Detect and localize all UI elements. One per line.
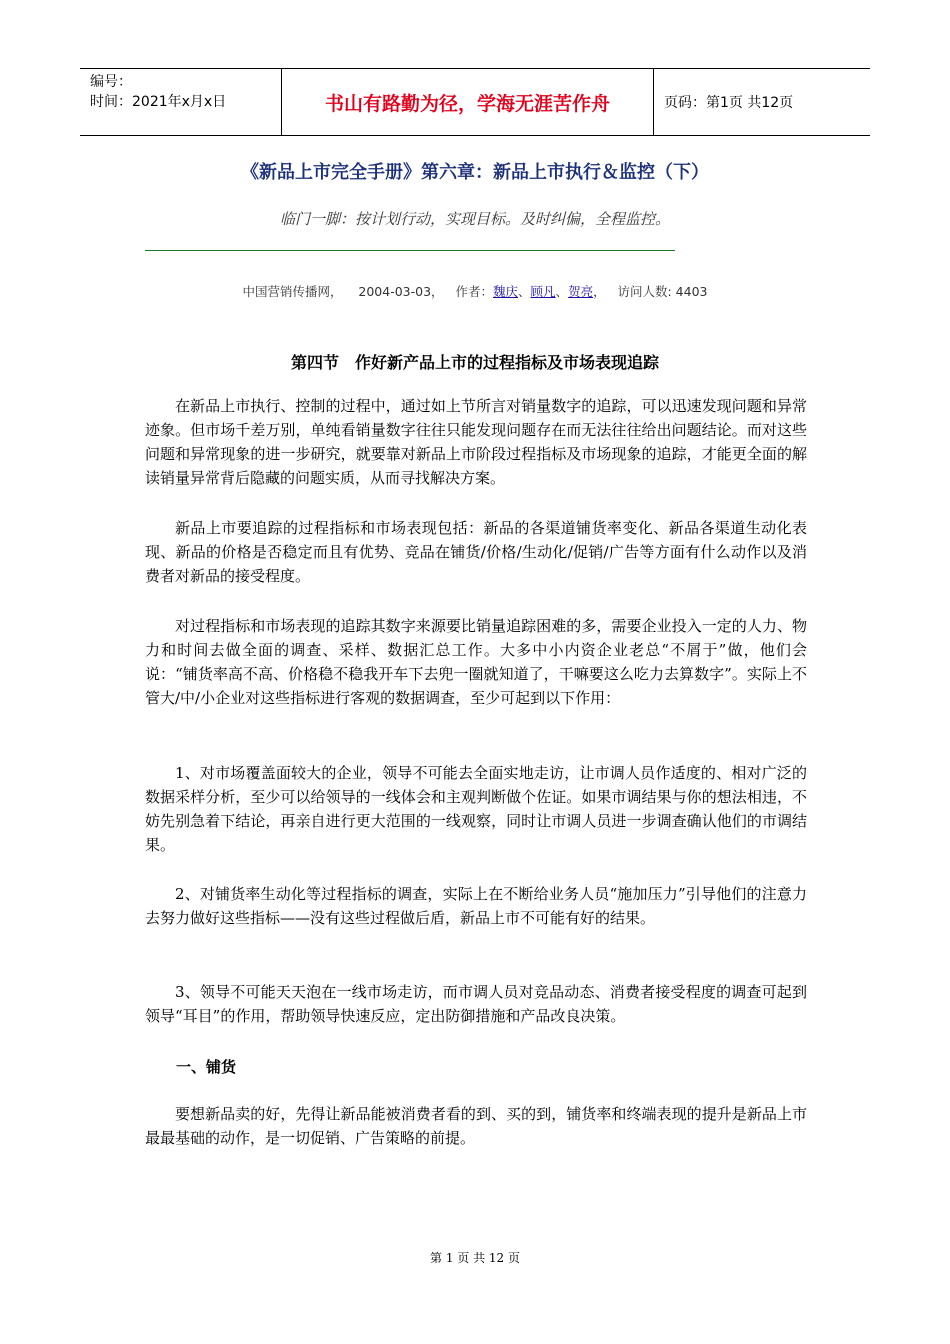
document-subtitle: 临门一脚：按计划行动，实现目标。及时纠偏，全程监控。 [279, 210, 670, 228]
meta-visits: 访问人数: 4403 [617, 284, 708, 299]
page-footer: 第 1 页 共 12 页 [430, 1251, 520, 1265]
document-title: 《新品上市完全手册》第六章：新品上市执行＆监控（下） [241, 162, 709, 183]
author-link[interactable]: 顾凡 [530, 284, 556, 299]
document-header [80, 68, 870, 136]
page-info: 页码：第1页 共12页 [664, 95, 794, 111]
paragraph: 对过程指标和市场表现的追踪其数字来源要比销量追踪困难的多，需要企业投入一定的人力、物力和时间去做全面的调查、采样、数据汇总工作。大多中小内资企业老总“不屑于”做，他们会说：“铺货率高不高、价格稳不稳我开车下去兜一圈就知道了，干嘛要这么吃力去算数字”。实际上不管大/中/小企业对这些指标进行客观的数据调查，至少可起到以下作用： [145, 617, 807, 707]
meta-source: 中国营销传播网， [242, 284, 343, 299]
divider-line [145, 250, 675, 251]
paragraph: 2、对铺货率生动化等过程指标的调查，实际上在不断给业务人员“施加压力”引导他们的注意力去努力做好这些指标——没有这些过程做后盾，新品上市不可能有好的结果。 [145, 885, 807, 927]
paragraph: 在新品上市执行、控制的过程中，通过如上节所言对销量数字的追踪，可以迅速发现问题和异常迹象。但市场千差万别，单纯看销量数字往往只能发现问题存在而无法往往给出问题结论。而对这些问题和异常现象的进一步研究，就要靠对新品上市阶段过程指标及市场现象的追踪，才能更全面的解读销量异常背后隐藏的问题实质，从而寻找解决方案。 [145, 397, 807, 487]
paragraph: 1、对市场覆盖面较大的企业，领导不可能去全面实地走访，让市调人员作适度的、相对广泛的数据采样分析，至少可以给领导的一线体会和主观判断做个佐证。如果市调结果与你的想法相违，不妨先别急着下结论，再亲自进行更大范围的一线观察，同时让市调人员进一步调查确认他们的市调结果。 [145, 764, 807, 854]
author-link[interactable]: 贺亮 [568, 284, 594, 299]
paragraph: 要想新品卖的好，先得让新品能被消费者看的到、买的到，铺货率和终端表现的提升是新品上市最最基础的动作，是一切促销、广告策略的前提。 [145, 1105, 807, 1147]
paragraph: 3、领导不可能天天泡在一线市场走访，而市调人员对竞品动态、消费者接受程度的调查可起到领导“耳目”的作用，帮助领导快速反应，定出防御措施和产品改良决策。 [145, 983, 807, 1025]
time-label: 时间：2021年x月x日 [90, 94, 227, 110]
section-title: 第四节 作好新产品上市的过程指标及市场表现追踪 [290, 353, 659, 372]
meta-author-label: 作者： [455, 284, 493, 299]
motto: 书山有路勤为径，学海无涯苦作舟 [282, 69, 654, 135]
paragraph: 新品上市要追踪的过程指标和市场表现包括：新品的各渠道铺货率变化、新品各渠道生动化表现、新品的价格是否稳定而且有优势、竞品在铺货/价格/生动化/促销/广告等方面有什么动作以及消费者对新品的接受程度。 [145, 519, 807, 585]
meta-date: 2004-03-03， [358, 284, 444, 299]
number-label: 编号： [90, 74, 132, 90]
header-left-cell [80, 69, 282, 135]
author-link[interactable]: 魏庆 [493, 284, 519, 299]
article-meta: 中国营销传播网， 2004-03-03， 作者：魏庆、顾凡、贺亮， 访问人数: 4403 [242, 284, 708, 299]
sub-heading: 一、铺货 [176, 1058, 237, 1076]
